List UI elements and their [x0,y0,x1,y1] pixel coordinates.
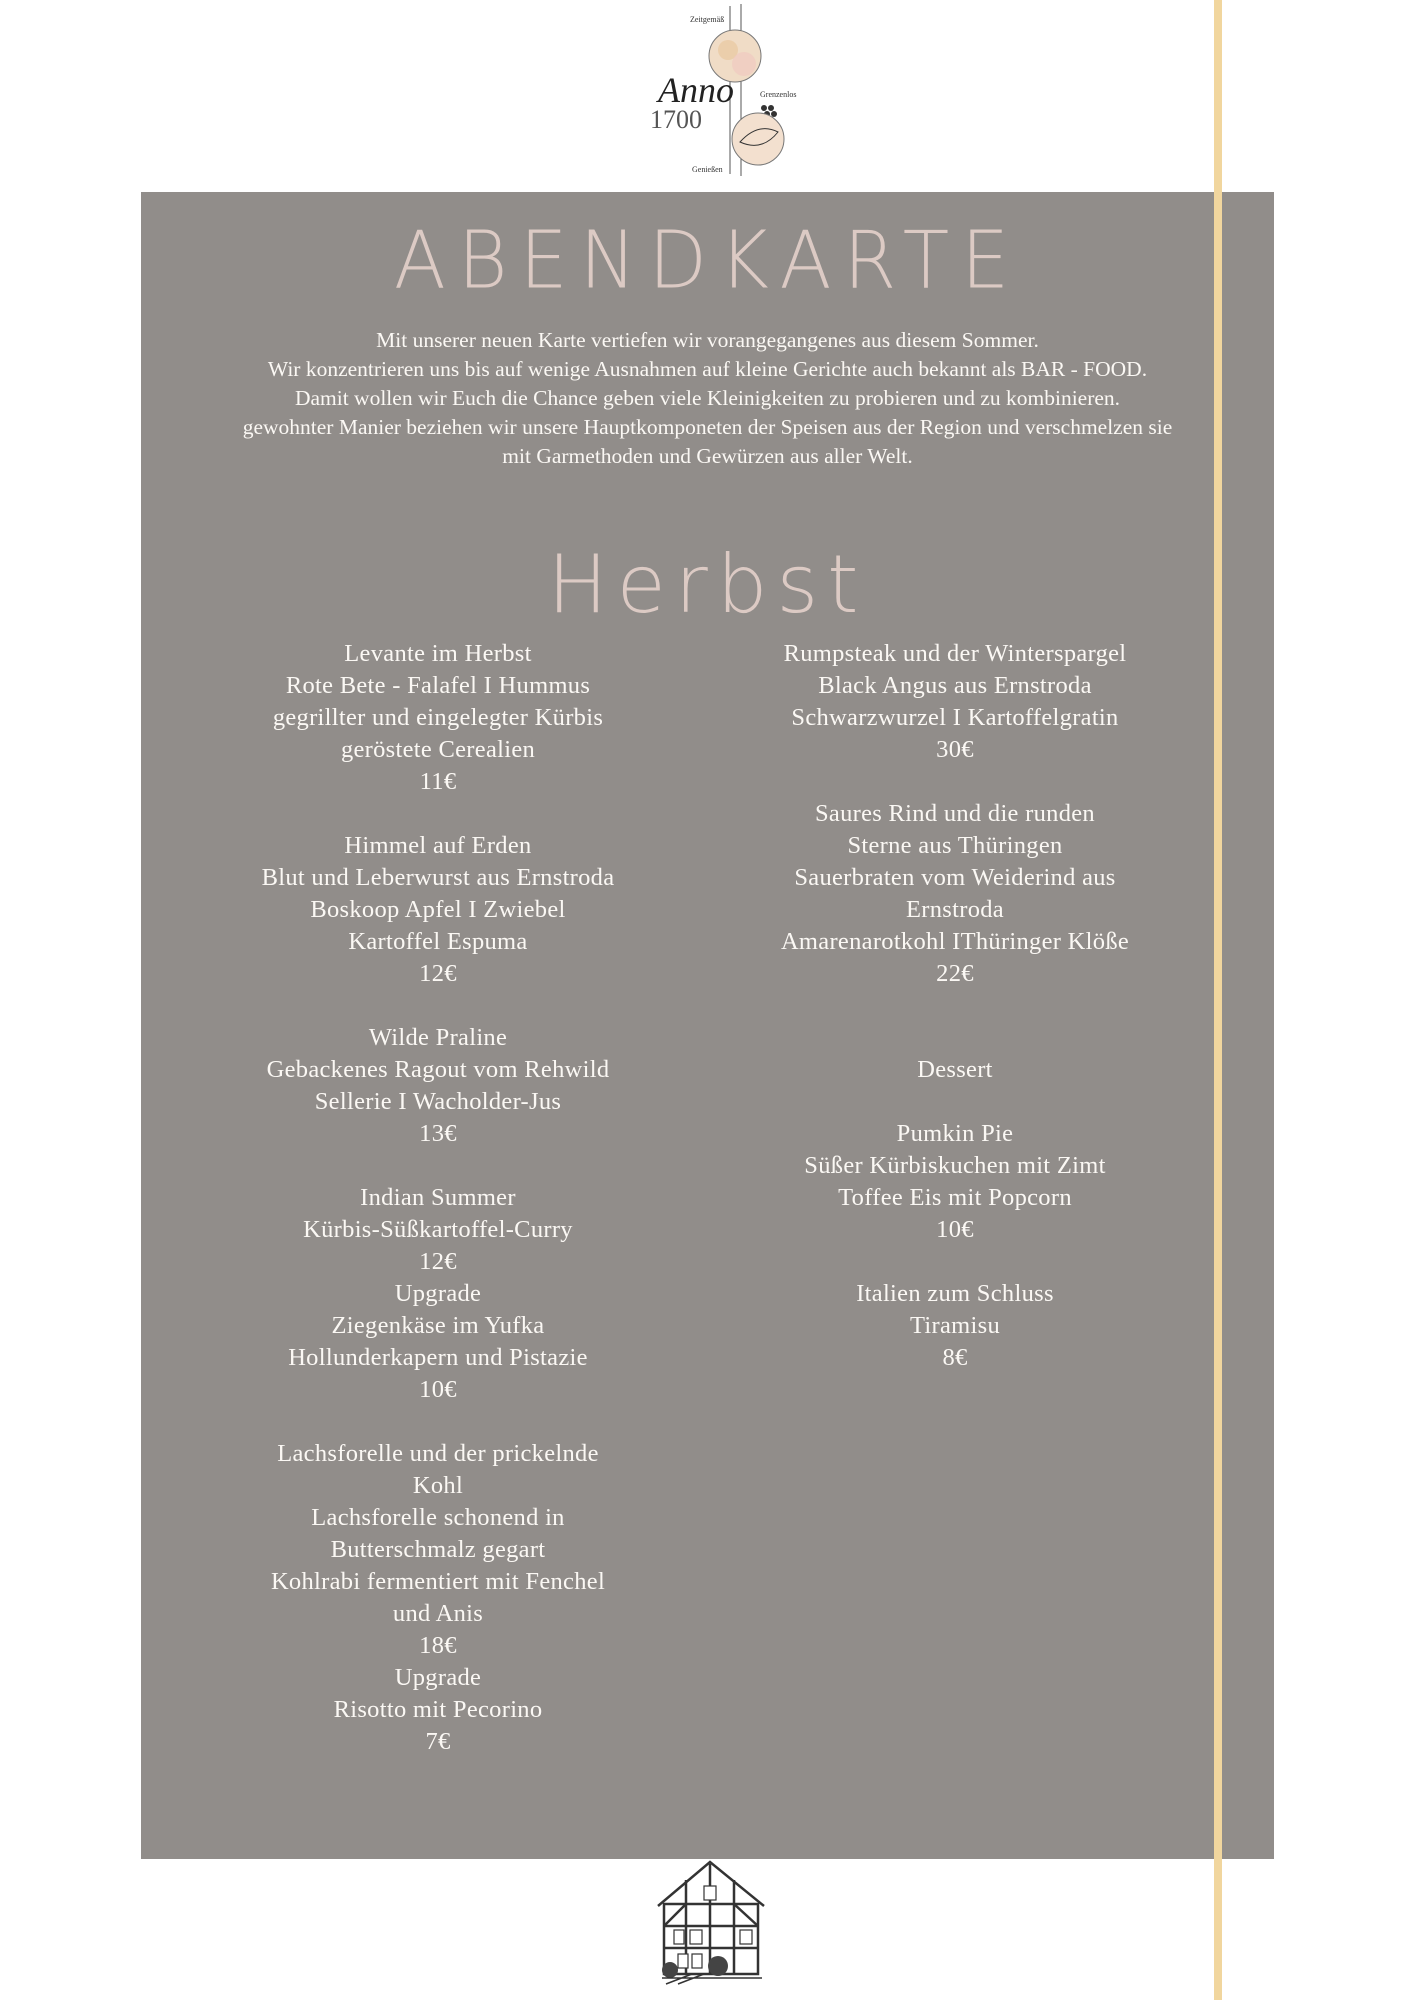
menu-line: 30€ [936,736,974,763]
menu-line: Süßer Kürbiskuchen mit Zimt [804,1152,1106,1179]
anno-1700-logo [640,4,810,176]
spacer [695,766,1215,798]
menu-line: Butterschmalz gegart [330,1536,546,1563]
intro-line: gewohnter Manier beziehen wir unsere Hauptkomponeten der Speisen aus der Region und verschmelzen sie [242,415,1173,439]
intro-line: mit Garmethoden und Gewürzen aus aller Welt. [502,444,913,468]
menu-line: Rote Bete - Falafel I Hummus [285,672,591,699]
menu-column-left [178,638,698,1758]
page-title: ABENDKARTE [393,212,1022,307]
menu-line: Blut und Leberwurst aus Ernstroda [261,864,615,891]
intro-line: Mit unserer neuen Karte vertiefen wir vorangegangenes aus diesem Sommer. [376,328,1039,352]
menu-column-right [695,638,1215,1374]
menu-line: Indian Summer [360,1184,516,1211]
menu-line: gegrillter und eingelegter Kürbis [272,704,604,731]
svg-text:Anno: Anno [658,70,734,110]
svg-text:1700: 1700 [650,105,702,134]
svg-text:Zeitgemäß: Zeitgemäß [690,15,725,24]
spacer [695,1246,1215,1278]
menu-line: Hollunderkapern und Pistazie [288,1344,588,1371]
menu-line: Upgrade [394,1280,482,1307]
menu-line: Ernstroda [906,896,1004,923]
menu-line: Kohlrabi fermentiert mit Fenchel [270,1568,606,1595]
menu-line: Levante im Herbst [344,640,532,667]
menu-line: 12€ [419,1248,457,1275]
menu-line: Sellerie I Wacholder-Jus [314,1088,562,1115]
menu-line: Black Angus aus Ernstroda [818,672,1092,699]
accent-line [1214,0,1222,2000]
menu-line: 22€ [936,960,974,987]
menu-line: Saures Rind und die runden [815,800,1095,827]
menu-line: Kohl [412,1472,464,1499]
spacer [695,1022,1215,1054]
menu-line: 8€ [942,1344,968,1371]
menu-line: und Anis [392,1600,484,1627]
menu-line: 18€ [419,1632,457,1659]
menu-line: Sterne aus Thüringen [847,832,1063,859]
menu-line: Toffee Eis mit Popcorn [838,1184,1072,1211]
menu-line: Boskoop Apfel I Zwiebel [310,896,566,923]
menu-line: Kartoffel Espuma [348,928,528,955]
spacer [178,990,698,1022]
menu-line: Upgrade [394,1664,482,1691]
svg-text:Genießen: Genießen [692,165,723,174]
spacer [178,1150,698,1182]
menu-line: 13€ [419,1120,457,1147]
intro-text [141,326,1274,471]
menu-line: 10€ [419,1376,457,1403]
menu-line: 10€ [936,1216,974,1243]
menu-line: Risotto mit Pecorino [333,1696,543,1723]
menu-line: Wilde Praline [368,1024,508,1051]
menu-line: Kürbis-Süßkartoffel-Curry [303,1216,573,1243]
menu-line: Himmel auf Erden [344,832,532,859]
menu-line: Lachsforelle und der prickelnde [277,1440,599,1467]
intro-line: Damit wollen wir Euch die Chance geben viele Kleinigkeiten zu probieren und zu kombinieren. [294,386,1121,410]
menu-line: 12€ [419,960,457,987]
menu-line: Italien zum Schluss [856,1280,1054,1307]
half-timbered-house-illustration [652,1860,770,1986]
spacer [695,1086,1215,1118]
menu-line: Pumkin Pie [896,1120,1014,1147]
menu-line: Rumpsteak und der Winterspargel [783,640,1127,667]
menu-line: Amarenarotkohl IThüringer Klöße [780,928,1130,955]
spacer [178,798,698,830]
menu-line: Dessert [917,1056,993,1083]
menu-line: Sauerbraten vom Weiderind aus [794,864,1116,891]
svg-text:Grenzenlos: Grenzenlos [760,90,797,99]
menu-line: Tiramisu [910,1312,1000,1339]
intro-line: Wir konzentrieren uns bis auf wenige Ausnahmen auf kleine Gerichte auch bekannt als BAR - FOOD. [267,357,1148,381]
menu-line: 11€ [419,768,457,795]
menu-line: Gebackenes Ragout vom Rehwild [266,1056,610,1083]
menu-line: Schwarzwurzel I Kartoffelgratin [791,704,1119,731]
spacer [695,990,1215,1022]
menu-line: 7€ [425,1728,451,1755]
season-heading: Herbst [547,538,868,631]
spacer [178,1406,698,1438]
menu-line: Lachsforelle schonend in [311,1504,565,1531]
menu-line: geröstete Cerealien [340,736,536,763]
menu-line: Ziegenkäse im Yufka [331,1312,545,1339]
